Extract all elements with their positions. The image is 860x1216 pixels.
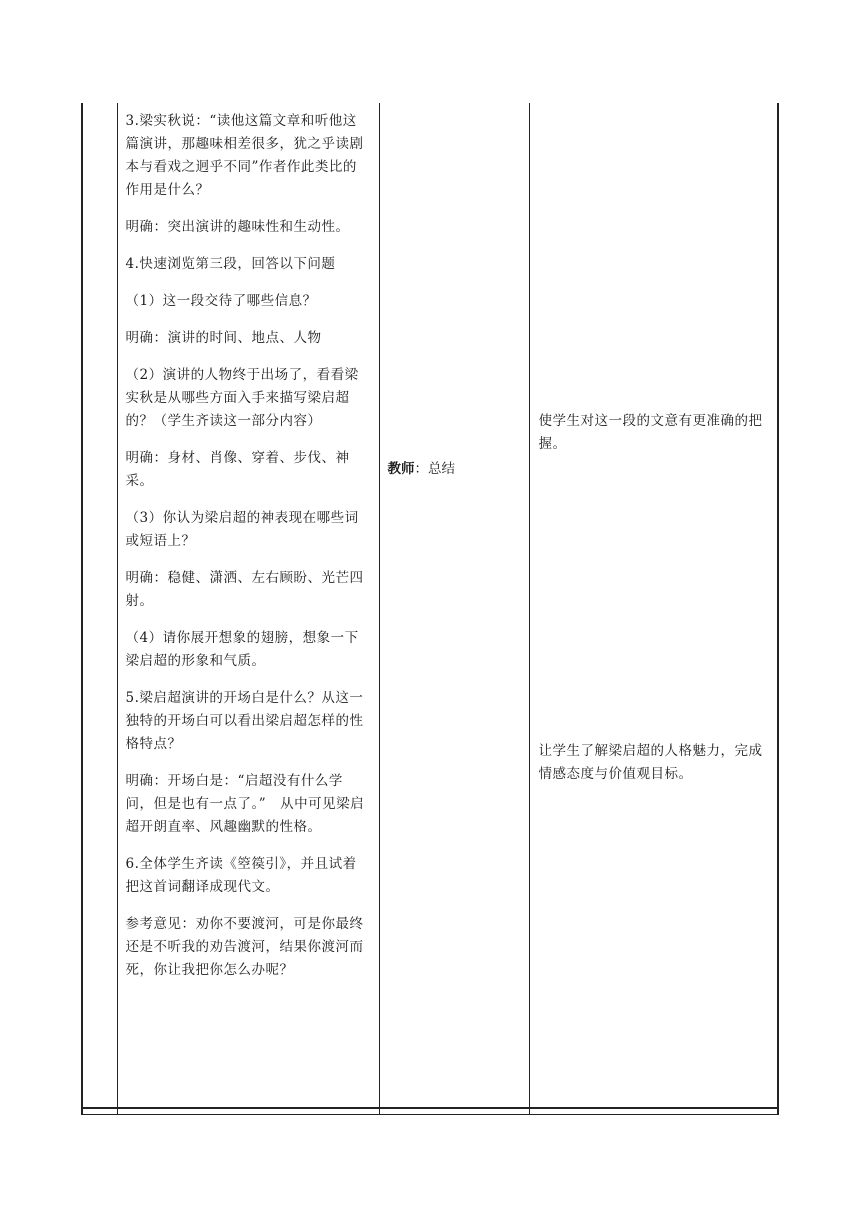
content-paragraph: 明确：突出演讲的趣味性和生动性。: [125, 219, 350, 235]
content-paragraph: 4.快速浏览第三段，回答以下问题: [125, 256, 336, 272]
content-paragraph: （1）这一段交待了哪些信息？: [125, 293, 317, 309]
content-paragraph: 明确：稳健、潇洒、左右顾盼、光芒四射。: [125, 570, 364, 609]
teacher-label: 教师: [387, 461, 415, 477]
table-bottom-border: [81, 1107, 779, 1109]
content-paragraph: （3）你认为梁启超的神表现在哪些词或短语上？: [125, 510, 359, 549]
purpose-text-1: 使学生对这一段的文意有更准确的把握。: [538, 413, 763, 452]
lesson-plan-table: [81, 103, 779, 1115]
teacher-note-text: ：总结: [414, 461, 455, 477]
purpose-text-2: 让学生了解梁启超的人格魅力，完成情感态度与价值观目标。: [538, 743, 763, 782]
content-paragraph: 明确：身材、肖像、穿着、步伐、神采。: [125, 450, 350, 489]
teaching-content-cell: [117, 103, 379, 1115]
teacher-note: [388, 458, 456, 481]
content-paragraph: 5.梁启超演讲的开场白是什么？从这一独特的开场白可以看出梁启超怎样的性格特点？: [125, 690, 364, 752]
table-row: [82, 103, 778, 1115]
content-paragraph: 参考意见：劝你不要渡河，可是你最终还是不听我的劝告渡河，结果你渡河而死，你让我把你怎么办呢？: [125, 916, 364, 978]
content-paragraph: 3.梁实秋说：“读他这篇文章和听他这篇演讲，那趣味相差很多，犹之乎读剧本与看戏之迥乎不同”作者作此类比的作用是什么？: [125, 113, 364, 198]
content-paragraph: 明确：开场白是：“启超没有什么学问，但是也有一点了。” 从中可见梁启超开朗直率、风趣幽默的性格。: [125, 773, 365, 835]
design-purpose-cell: [529, 103, 778, 1115]
content-paragraph: （2）演讲的人物终于出场了，看看梁实秋是从哪些方面入手来描写梁启超的？（学生齐读这一部分内容）: [125, 367, 359, 429]
content-paragraph: 明确：演讲的时间、地点、人物: [125, 330, 322, 346]
content-paragraph: 6.全体学生齐读《箜篌引》，并且试着把这首词翻译成现代文。: [125, 856, 357, 895]
teacher-activity-cell: [379, 103, 529, 1115]
content-paragraph: （4）请你展开想象的翅膀，想象一下梁启超的形象和气质。: [125, 630, 359, 669]
blank-column-cell: [82, 103, 117, 1115]
